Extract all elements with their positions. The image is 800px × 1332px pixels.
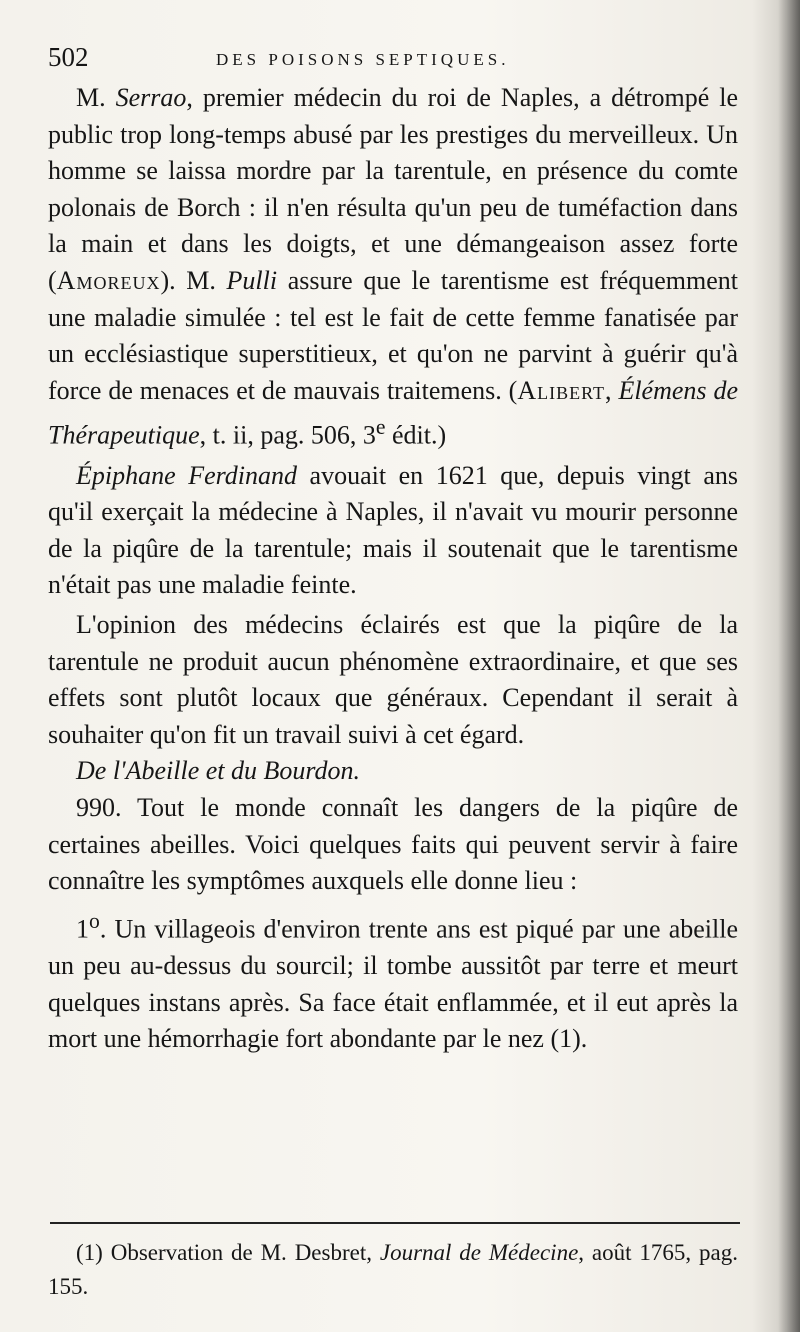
citation-alibert: Alibert <box>517 375 606 405</box>
author-name-pulli: Pulli <box>226 265 278 295</box>
footnote <box>48 1236 738 1304</box>
text-run: édit.) <box>385 421 447 450</box>
text-run: , t. ii, pag. 506, 3 <box>199 421 376 450</box>
paragraph-990: 990. Tout le monde connaît les dangers de la piqûre de certaines abeilles. Voici quelques faits qui peuvent servir à faire connaître les symptômes auxquels elle donne lieu : <box>48 792 738 896</box>
text-run: , <box>605 375 619 405</box>
running-title: DES POISONS SEPTIQUES. <box>216 50 510 69</box>
text-run: (1) Observation de M. Desbret, <box>76 1240 380 1265</box>
text-run: , premier médecin du roi de Naples, a détrompé le public trop long-temps abusé par les prestiges du merveilleux. Un homme se laissa mordre par la tarentule, en présence du comte polonais de Borch : il n'en résulta qu'un peu de tuméfaction dans la main et dans les doigts, et une démangeaison assez forte ( <box>48 83 738 295</box>
author-name-serrao: Serrao <box>115 83 187 112</box>
footnote-text <box>48 1236 738 1304</box>
text-run: M. <box>76 83 116 112</box>
page-edge-shadow <box>778 0 800 1332</box>
superscript: e <box>375 415 386 440</box>
page-header <box>48 42 738 82</box>
journal-title: Journal de Médecine <box>379 1240 579 1265</box>
paragraph-serrao <box>48 80 738 455</box>
text-run: ). M. <box>160 265 227 295</box>
text-run: assure que le tarentisme est fréquemment une maladie simulée : tel est le fait de cette femme fanatisée par un ecclésiastique superstitieux, et qu'on ne parvint à guérir qu'à force de menaces et de mauvais traitemens. ( <box>48 265 738 405</box>
text-run: 1 <box>76 914 89 944</box>
paragraph-villageois <box>48 903 738 1058</box>
text-run: avouait en 1621 que, depuis vingt ans qu'il exerçait la médecine à Naples, il n'avait vu mourir personne de la piqûre de la tarentule; mais il soutenait que le tarentisme n'était pas une maladie feinte. <box>48 460 738 600</box>
citation-amoreux: Amoreux <box>56 265 161 295</box>
text-run: . Un villageois d'environ trente ans est piqué par une abeille un peu au-dessus du sourcil; il tombe aussitôt par terre et meurt quelques instans après. Sa face était enflammée, et il eut après la mort une hémorrhagie fort abondante par le nez (1). <box>48 914 738 1054</box>
page-number: 502 <box>48 42 89 72</box>
footnote-rule <box>50 1222 740 1224</box>
author-name-epiphane: Épiphane Ferdinand <box>76 460 297 490</box>
text-run: , août 1765, pag. 155. <box>48 1240 738 1299</box>
paragraph-epiphane <box>48 458 738 604</box>
body-text <box>48 80 738 1058</box>
section-heading: De l'Abeille et du Bourdon. <box>76 756 361 786</box>
book-title: Élémens de Thérapeutique <box>48 375 739 450</box>
paragraph-opinion: L'opinion des médecins éclairés est que la piqûre de la tarentule ne produit aucun phénomène extraordinaire, et que ses effets sont plutôt locaux que généraux. Cependant il serait à souhaiter qu'on fit un travail suivi à cet égard. <box>48 609 738 749</box>
superscript: o <box>89 908 100 933</box>
